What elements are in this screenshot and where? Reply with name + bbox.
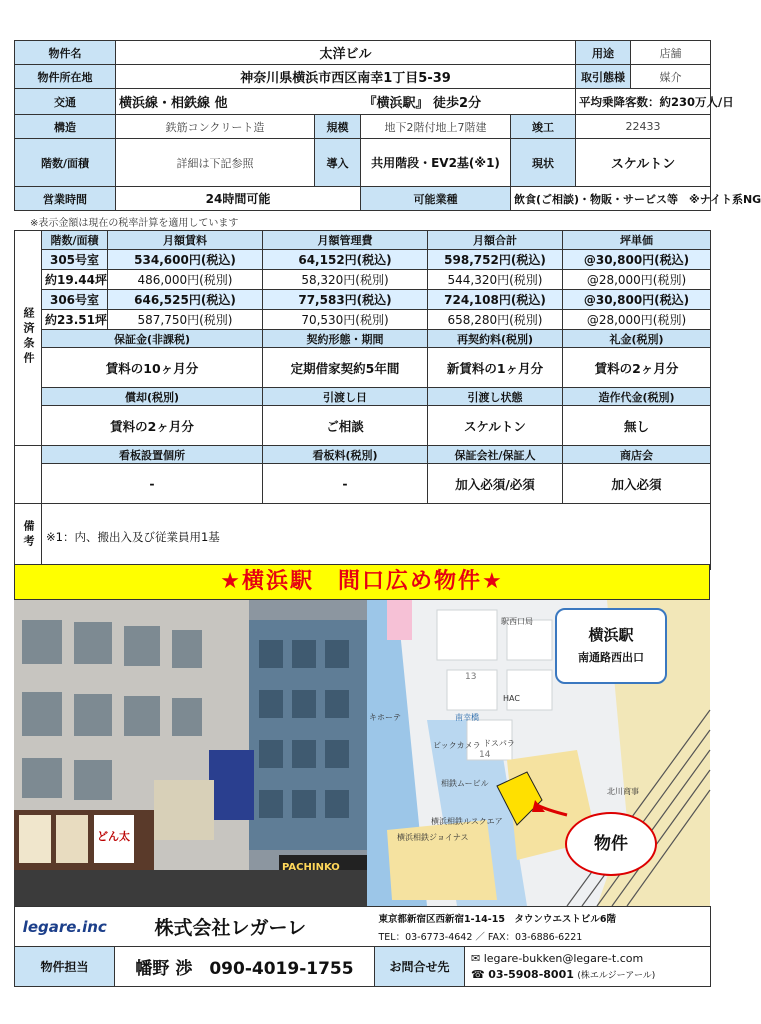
map-label: ビックカメラ — [433, 741, 481, 750]
unit-mgmt-tax: 77,583円(税込) — [263, 290, 428, 310]
unit-total-net: 544,320円(税別) — [428, 270, 563, 290]
fixture-fee-value: 無し — [563, 406, 711, 446]
unit-tsubo-net: @28,000円(税別) — [563, 310, 711, 330]
hours-value: 24時間可能 — [116, 187, 361, 211]
merchant-assoc-header: 商店会 — [563, 446, 711, 464]
structure-value: 鉄筋コンクリート造 — [116, 115, 315, 139]
use-label: 用途 — [576, 41, 631, 65]
signboard-fee-value: - — [263, 464, 428, 504]
map-label: 北川商事 — [607, 787, 639, 796]
map-label: キホーテ — [369, 713, 401, 722]
intro-value: 共用階段・EV2基(※1) — [361, 139, 511, 187]
callout-subtitle: 南通路西出口 — [578, 651, 644, 664]
phone-note: (株エルジーアール) — [577, 971, 656, 981]
unit-mgmt-net: 58,320円(税別) — [263, 270, 428, 290]
col-header-total: 月額合計 — [428, 231, 563, 250]
unit-rent-net: 587,750円(税別) — [108, 310, 263, 330]
unit-area: 約19.44坪 — [42, 270, 108, 290]
headline-banner: ★横浜駅 間口広め物件★ — [14, 564, 710, 600]
contract-header: 契約形態・期間 — [263, 330, 428, 348]
remarks-text: ※1：内、搬出入及び従業員用1基 — [42, 504, 711, 570]
staff-contact: 幡野 渉 090-4019-1755 — [115, 947, 375, 987]
company-logo: legare.inc — [15, 907, 115, 947]
unit-rent-tax: 646,525円(税込) — [108, 290, 263, 310]
pachinko-sign: PACHINKO — [282, 862, 340, 873]
completion-value: 22433 — [576, 115, 711, 139]
deal-label: 取引態様 — [576, 65, 631, 89]
signboard-value: - — [42, 464, 263, 504]
scale-label: 規模 — [315, 115, 361, 139]
contract-value: 定期借家契約5年間 — [263, 348, 428, 388]
inquiry-phone-row — [471, 968, 707, 981]
renewal-value: 新賃料の1ヶ月分 — [428, 348, 563, 388]
address-value: 神奈川県横浜市西区南幸1丁目5-39 — [116, 65, 576, 89]
unit-rent-net: 486,000円(税別) — [108, 270, 263, 290]
map-label: 13 — [465, 672, 477, 682]
company-contact — [375, 907, 711, 947]
business-label: 可能業種 — [361, 187, 511, 211]
unit-total-tax: 598,752円(税込) — [428, 250, 563, 270]
phone-icon: ☎ — [471, 968, 485, 981]
map-label: 南幸橋 — [455, 713, 479, 722]
key-money-header: 礼金(税別) — [563, 330, 711, 348]
passenger-count: 平均乗降客数：約230万人/日 — [576, 89, 711, 115]
mail-icon: ✉ — [471, 952, 481, 965]
key-money-value: 賃料の2ヶ月分 — [563, 348, 711, 388]
address-label: 物件所在地 — [15, 65, 116, 89]
station-walk: 『横浜駅』 徒歩2分 — [361, 89, 576, 115]
inquiry-contact — [465, 947, 711, 987]
map-label: 横浜相鉄ジョイナス — [397, 833, 469, 842]
col-header-floor: 階数/面積 — [42, 231, 108, 250]
area-map — [367, 600, 710, 906]
signboard-header: 看板設置個所 — [42, 446, 263, 464]
fixture-fee-header: 造作代金(税別) — [563, 388, 711, 406]
traffic-label: 交通 — [15, 89, 116, 115]
deal-value: 媒介 — [631, 65, 711, 89]
unit-total-tax: 724,108円(税込) — [428, 290, 563, 310]
building-illustration — [14, 600, 367, 906]
col-header-mgmt: 月額管理費 — [263, 231, 428, 250]
name-label: 物件名 — [15, 41, 116, 65]
remarks-label: 備考 — [15, 504, 42, 570]
merchant-assoc-value: 加入必須 — [563, 464, 711, 504]
unit-rent-tax: 534,600円(税込) — [108, 250, 263, 270]
inquiry-email-row — [471, 952, 707, 965]
unit-room: 305号室 — [42, 250, 108, 270]
shop-sign: どん太 — [97, 830, 130, 843]
unit-tsubo-net: @28,000円(税別) — [563, 270, 711, 290]
use-value: 店舗 — [631, 41, 711, 65]
property-marker-callout: 物件 — [565, 812, 657, 876]
train-lines: 横浜線・相鉄線 他 — [116, 89, 361, 115]
handover-state-value: スケルトン — [428, 406, 563, 446]
handover-date-header: 引渡し日 — [263, 388, 428, 406]
intro-label: 導入 — [315, 139, 361, 187]
tax-note: ※表示金額は現在の税率計算を適用しています — [30, 218, 239, 229]
unit-mgmt-tax: 64,152円(税込) — [263, 250, 428, 270]
staff-label: 物件担当 — [15, 947, 115, 987]
amortization-value: 賃料の2ヶ月分 — [42, 406, 263, 446]
property-info-table — [14, 40, 761, 211]
property-name: 太洋ビル — [116, 41, 576, 65]
signboard-fee-header: 看板料(税別) — [263, 446, 428, 464]
deposit-value: 賃料の10ヶ月分 — [42, 348, 263, 388]
renewal-header: 再契約料(税別) — [428, 330, 563, 348]
company-name: 株式会社レガーレ — [115, 907, 375, 947]
guarantor-header: 保証会社/保証人 — [428, 446, 563, 464]
map-label: HAC — [503, 694, 520, 703]
map-label: 駅西口局 — [501, 617, 533, 626]
scale-value: 地下2階付地上7階建 — [361, 115, 511, 139]
unit-area: 約23.51坪 — [42, 310, 108, 330]
conditions-side-label: 経済条件 — [15, 231, 42, 446]
station-callout — [555, 608, 667, 684]
inquiry-email[interactable]: legare-bukken@legare-t.com — [483, 952, 644, 965]
map-label: 相鉄ムービル — [441, 779, 489, 788]
status-value: スケルトン — [576, 139, 711, 187]
unit-tsubo-tax: @30,800円(税込) — [563, 250, 711, 270]
col-header-tsubo: 坪単価 — [563, 231, 711, 250]
handover-date-value: ご相談 — [263, 406, 428, 446]
guarantor-value: 加入必須/必須 — [428, 464, 563, 504]
footer-table — [14, 906, 711, 987]
map-label: 横浜相鉄ルスクエア — [431, 817, 503, 826]
unit-tsubo-tax: @30,800円(税込) — [563, 290, 711, 310]
map-label: 14 — [479, 750, 491, 760]
handover-state-header: 引渡し状態 — [428, 388, 563, 406]
building-photo — [14, 600, 367, 906]
business-value: 飲食(ご相談)・物販・サービス等 ※ナイト系NG — [511, 187, 711, 211]
map-label: ドスパラ — [483, 739, 515, 748]
amortization-header: 償却(税別) — [42, 388, 263, 406]
completion-label: 竣工 — [511, 115, 576, 139]
unit-total-net: 658,280円(税別) — [428, 310, 563, 330]
unit-mgmt-net: 70,530円(税別) — [263, 310, 428, 330]
company-address: 東京都新宿区西新宿1-14-15 タウンウエストビル6階 — [378, 913, 617, 925]
status-label: 現状 — [511, 139, 576, 187]
hours-label: 営業時間 — [15, 187, 116, 211]
floor-value: 詳細は下記参照 — [116, 139, 315, 187]
col-header-rent: 月額賃料 — [108, 231, 263, 250]
callout-title: 横浜駅 — [588, 626, 634, 644]
conditions-table — [14, 230, 711, 570]
deposit-header: 保証金(非課税) — [42, 330, 263, 348]
unit-room: 306号室 — [42, 290, 108, 310]
inquiry-phone: 03-5908-8001 — [488, 968, 574, 981]
contact-label: お問合せ先 — [375, 947, 465, 987]
company-tel-fax: TEL：03-6773-4642 ／ FAX：03-6886-6221 — [378, 931, 583, 943]
floor-label: 階数/面積 — [15, 139, 116, 187]
structure-label: 構造 — [15, 115, 116, 139]
